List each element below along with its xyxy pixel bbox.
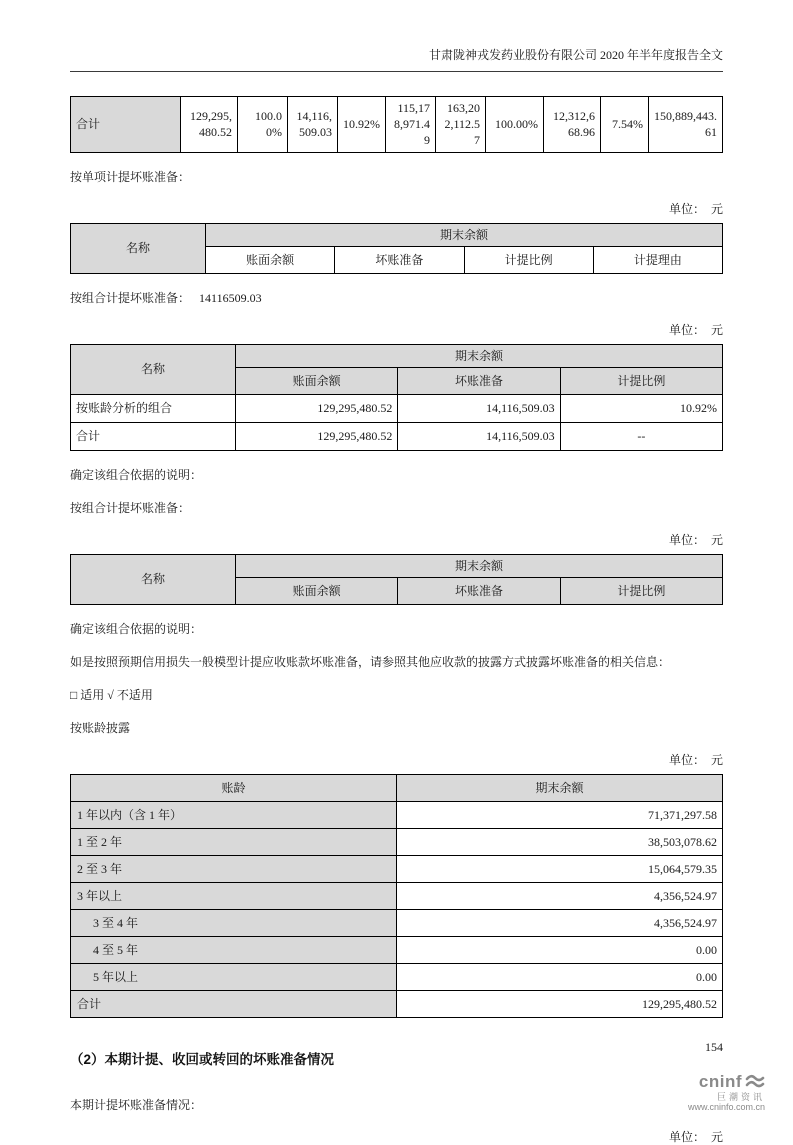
subcol-bad-debt-provision: 坏账准备: [398, 367, 560, 394]
cninfo-logo-chinese: 巨潮资讯: [716, 1091, 765, 1102]
page-number: 154: [705, 1040, 723, 1054]
subcol-provision-ratio: 计提比例: [464, 246, 593, 273]
col-header-period-balance: 期末余额: [397, 775, 723, 802]
table-row: [71, 802, 723, 829]
aging-value: 15,064,579.35: [397, 856, 723, 883]
table-row: [71, 964, 723, 991]
subcol-provision-reason: 计提理由: [593, 246, 722, 273]
cninfo-wave-icon: [745, 1073, 765, 1090]
cell-bad-debt-provision: 14,116,509.03: [398, 422, 560, 450]
row-name-total: 合计: [71, 422, 236, 450]
table-header-row: [71, 554, 723, 577]
aging-value: 0.00: [397, 964, 723, 991]
cell-provision-ratio: 10.92%: [560, 394, 722, 422]
table-row: [71, 883, 723, 910]
cninfo-logo-row: [688, 1072, 765, 1092]
subcol-bad-debt-provision: 坏账准备: [398, 578, 560, 605]
total-row-label: 合计: [71, 97, 181, 153]
aging-label: 4 至 5 年: [71, 937, 397, 964]
table-row: [71, 856, 723, 883]
aging-value: 38,503,078.62: [397, 829, 723, 856]
table-row: [71, 422, 723, 450]
aging-value-total: 129,295,480.52: [397, 991, 723, 1018]
cninfo-logo: [688, 1072, 765, 1112]
section-heading: （2）本期计提、收回或转回的坏账准备情况: [70, 1052, 335, 1068]
col-header-period-balance: 期末余额: [236, 554, 723, 577]
cell-prior-book-ratio: 100.00%: [486, 97, 544, 153]
col-header-name: 名称: [71, 223, 206, 273]
aging-table: [70, 774, 723, 1018]
table-row: [71, 394, 723, 422]
col-header-name: 名称: [71, 554, 236, 604]
cninfo-logo-url: www.cninfo.com.cn: [687, 1101, 765, 1112]
cell-carrying-amount: 115,178,971.49: [386, 97, 436, 153]
provision-situation-note: 本期计提坏账准备情况：: [70, 1098, 203, 1113]
row-name-aging-group: 按账龄分析的组合: [71, 394, 236, 422]
by-item-provision-label: 按单项计提坏账准备：: [70, 169, 191, 184]
col-header-name: 名称: [71, 344, 236, 394]
aging-label: 1 年以内（含 1 年）: [71, 802, 397, 829]
by-group-provision-label-2: 按组合计提坏账准备：: [70, 500, 191, 515]
table-row: [71, 991, 723, 1018]
ecl-model-note: 如是按照预期信用损失一般模型计提应收账款坏账准备，请参照其他应收款的披露方式披露坏账准备的相关信息：: [70, 655, 671, 670]
by-group-provision-value: 14116509.03: [199, 290, 262, 305]
cell-bad-debt: 14,116,509.03: [288, 97, 338, 153]
cell-prior-provision-ratio: 7.54%: [601, 97, 649, 153]
aging-label-total: 合计: [71, 991, 397, 1018]
cell-book-balance: 129,295,480.52: [181, 97, 238, 153]
aging-label: 3 至 4 年: [71, 910, 397, 937]
cell-prior-bad-debt: 12,312,668.96: [544, 97, 601, 153]
applicability-line: □ 适用 √ 不适用: [70, 688, 153, 703]
single-item-provision-table: [70, 223, 723, 274]
group-provision-table: [70, 344, 723, 451]
table-row: [71, 910, 723, 937]
cell-prior-carrying-amount: 150,889,443.61: [649, 97, 723, 153]
cell-provision-ratio: 10.92%: [338, 97, 386, 153]
continued-total-table: [70, 96, 723, 153]
table-header-row: [71, 223, 723, 246]
unit-label: 单位： 元: [668, 1130, 723, 1145]
group-basis-note: 确定该组合依据的说明：: [70, 467, 203, 482]
subcol-provision-ratio: 计提比例: [560, 367, 722, 394]
report-header-title: 甘肃陇神戎发药业股份有限公司 2020 年半年度报告全文: [70, 46, 723, 72]
col-header-period-balance: 期末余额: [206, 223, 723, 246]
aging-label: 1 至 2 年: [71, 829, 397, 856]
aging-value: 0.00: [397, 937, 723, 964]
by-group-provision-label: 按组合计提坏账准备：: [70, 290, 191, 305]
table-row: [71, 937, 723, 964]
group-provision-table-2: [70, 554, 723, 605]
aging-label: 5 年以上: [71, 964, 397, 991]
subcol-book-balance: 账面余额: [236, 578, 398, 605]
aging-label: 3 年以上: [71, 883, 397, 910]
unit-label: 单位： 元: [668, 532, 723, 547]
group-basis-note-2: 确定该组合依据的说明：: [70, 622, 203, 637]
subcol-provision-ratio: 计提比例: [560, 578, 722, 605]
cell-book-balance: 129,295,480.52: [236, 394, 398, 422]
aging-disclosure-label: 按账龄披露: [70, 721, 131, 736]
subcol-book-balance: 账面余额: [236, 367, 398, 394]
col-header-aging: 账龄: [71, 775, 397, 802]
table-row: [71, 829, 723, 856]
cell-book-balance: 129,295,480.52: [236, 422, 398, 450]
table-header-row: [71, 775, 723, 802]
aging-label: 2 至 3 年: [71, 856, 397, 883]
cninfo-logo-text: cninf: [698, 1072, 742, 1091]
table-row: [71, 97, 723, 153]
col-header-period-balance: 期末余额: [236, 344, 723, 367]
cell-bad-debt-provision: 14,116,509.03: [398, 394, 560, 422]
unit-label: 单位： 元: [668, 201, 723, 216]
subcol-book-balance: 账面余额: [206, 246, 335, 273]
cell-provision-ratio: --: [560, 422, 722, 450]
subcol-bad-debt-provision: 坏账准备: [335, 246, 464, 273]
table-header-row: [71, 344, 723, 367]
aging-value: 71,371,297.58: [397, 802, 723, 829]
unit-label: 单位： 元: [668, 322, 723, 337]
aging-value: 4,356,524.97: [397, 910, 723, 937]
aging-value: 4,356,524.97: [397, 883, 723, 910]
by-group-provision-line: [70, 289, 723, 307]
cell-book-ratio: 100.00%: [238, 97, 288, 153]
unit-label: 单位： 元: [668, 753, 723, 768]
cell-prior-book-balance: 163,202,112.57: [436, 97, 486, 153]
